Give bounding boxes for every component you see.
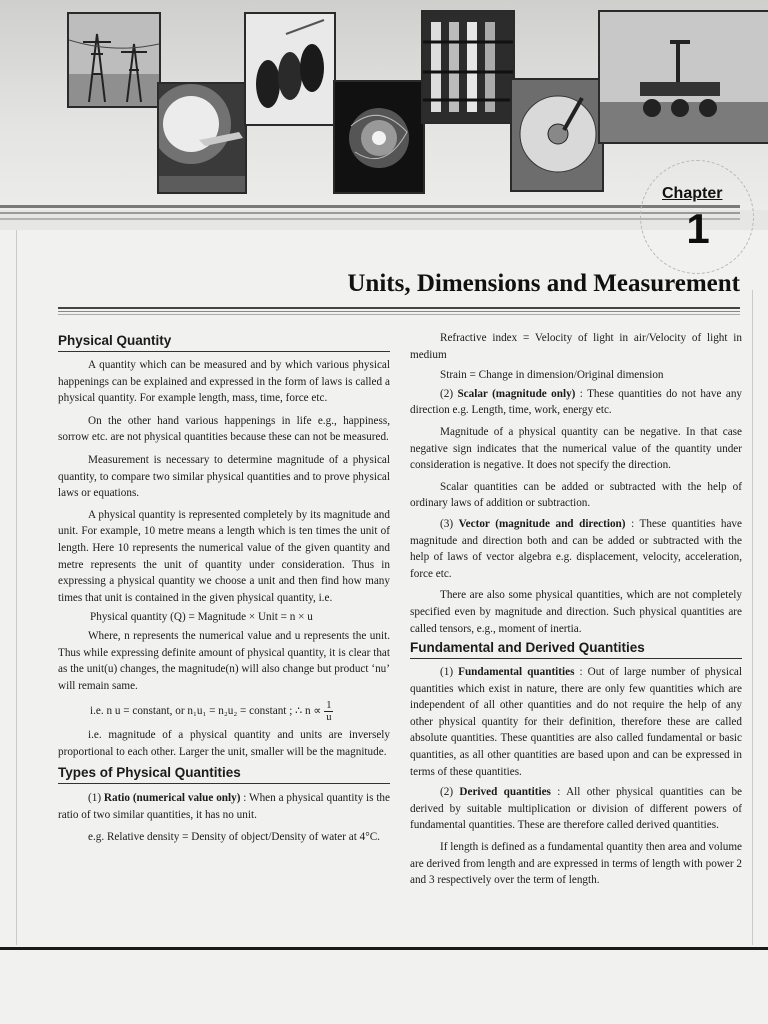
banner-stripe [0, 218, 740, 220]
transmission-towers-photo [67, 12, 161, 108]
chapter-number: 1 [686, 205, 710, 252]
section-heading-fundamental-derived: Fundamental and Derived Quantities [410, 639, 742, 659]
paragraph: A physical quantity is represented completely by its magnitude and unit. For example, 10 metre means a length which is ten times the unit of length. Here 10 represents the numerical value of the given quantity and metre represents the unit of quantity under consideration. Thus in expressing a physical quantity we choose a unit and then find how many times that unit is contained in the given physical quantity, i.e. [58, 508, 390, 604]
item-text: : Out of large number of physical quantities which exist in nature, there are only few quantities which are independent of all other quantities and do not require the help of any other physical quantity for their definition, therefore these are called absolute quantities. These quantities are also called fundamental or basic quantities, as all other quantities are based upon and can be expressed in terms of these quantities. [410, 666, 742, 778]
item-term: Fundamental quantities [458, 666, 575, 679]
item-text: : When a physical quantity is the ratio of two similar quantities, it has no unit. [58, 792, 390, 822]
chapter-title: Units, Dimensions and Measurement [347, 270, 740, 297]
paragraph [410, 386, 742, 419]
fraction [324, 700, 333, 723]
page-edge [752, 290, 753, 945]
item-number: (2) [440, 387, 458, 400]
title-rule [58, 311, 740, 312]
item-number: (3) [440, 517, 459, 530]
item-term: Scalar (magnitude only) [457, 387, 576, 400]
mars-rover-photo [598, 10, 768, 144]
rocket-launch-photo [157, 82, 247, 194]
page-bottom-rule [0, 947, 768, 950]
item-text: : These quantities have magnitude and direction both and can be added or subtracted with the help of laws of vector algebra e.g. displacement, velocity, acceleration, force etc. [410, 517, 742, 580]
formula-text: i.e. n u = constant, or n₁u₁ = n₂u₂ = constant ; ∴ n ∝ [90, 705, 322, 718]
paragraph: Measurement is necessary to determine magnitude of a physical quantity, to compare two similar physical quantities and to prove physical laws or equations. [58, 453, 390, 500]
item-text: : All other physical quantities can be derived by suitable multiplication or division of different powers of fundamental quantities. These are therefore called derived quantities. [410, 786, 742, 832]
banner-stripe [0, 205, 740, 208]
section-heading-physical-quantity: Physical Quantity [58, 332, 390, 352]
hard-disk-photo [510, 78, 604, 192]
page-edge [16, 230, 17, 945]
paragraph: If length is defined as a fundamental quantity then area and volume are derived from length and are expressed in terms of length with power 2 and 3 respectively over the term of length. [410, 841, 742, 887]
formula: Physical quantity (Q) = Magnitude × Unit = n × u [90, 611, 313, 624]
paragraph: There are also some physical quantities, which are not completely specified even by magnitude and direction. Such physical quantities are called tensors, e.g., moment of inertia. [410, 589, 742, 635]
paragraph: On the other hand various happenings in life e.g., happiness, sorrow etc. are not physical quantities because these can not be measured. [58, 414, 390, 444]
section-heading-types: Types of Physical Quantities [58, 764, 390, 784]
paragraph: A quantity which can be measured and by which various physical happenings can be explained and expressed in the form of laws is called a physical quantity. For example length, mass, time, force etc. [58, 359, 390, 405]
item-number: (1) [88, 792, 104, 805]
circuit-board-photo [421, 10, 515, 124]
banner-stripe [0, 212, 740, 214]
item-text: : These quantities do not have any direction e.g. Length, time, work, energy etc. [410, 387, 743, 417]
paragraph: e.g. Relative density = Density of object/Density of water at 4°C. [88, 830, 380, 843]
paragraph [410, 784, 742, 834]
paragraph: Refractive index = Velocity of light in air/Velocity of light in medium [410, 332, 742, 361]
paragraph: Where, n represents the numerical value and u represents the unit. Thus while expressing definite amount of physical quantity, it is clear that as the unit(u) changes, the magnitude(n) will also change but product ‘nu’ will remain same. [58, 629, 390, 692]
fraction-numerator: 1 [326, 700, 332, 712]
formula [58, 700, 390, 723]
paragraph [58, 790, 390, 823]
chapter-label: Chapter [662, 185, 723, 202]
right-column [410, 330, 742, 889]
fraction-denominator: u [326, 712, 332, 724]
title-rule [58, 314, 740, 315]
paragraph: Magnitude of a physical quantity can be negative. In that case negative sign indicates that the numerical value of the quantity under consideration is negative. It does not specify the direction. [410, 425, 742, 472]
item-term: Vector (magnitude and direction) [458, 517, 626, 530]
paragraph: Scalar quantities can be added or subtracted with the help of ordinary laws of addition or subtraction. [410, 480, 742, 510]
paragraph: i.e. magnitude of a physical quantity and units are inversely proportional to each other. Larger the unit, smaller will be the magnitude. [58, 729, 390, 758]
galaxy-photo [333, 80, 425, 194]
paragraph: Strain = Change in dimension/Original dimension [440, 369, 664, 382]
item-number: (2) [440, 786, 460, 799]
item-number: (1) [440, 666, 459, 679]
item-term: Ratio (numerical value only) [103, 792, 241, 805]
title-rule [58, 307, 740, 309]
left-column [58, 330, 390, 845]
paragraph [410, 664, 742, 780]
item-term: Derived quantities [459, 786, 551, 799]
paragraph [410, 516, 742, 582]
capacitors-photo [244, 12, 336, 126]
